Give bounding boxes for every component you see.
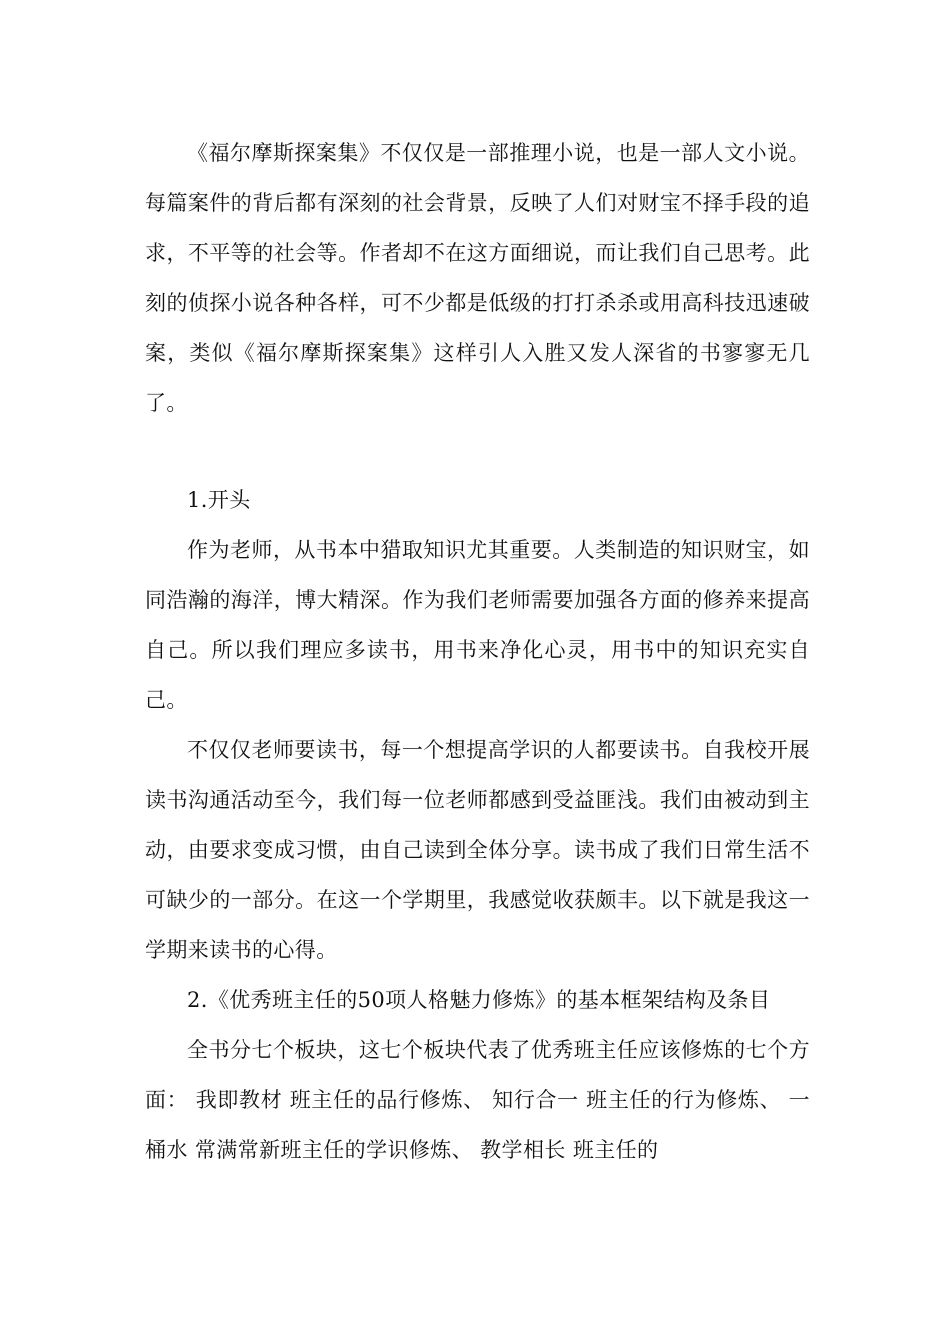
section-heading-1: 1.开头 xyxy=(187,488,251,512)
section-heading-2: 2.《优秀班主任的50项人格魅力修炼》的基本框架结构及条目 xyxy=(187,988,771,1012)
paragraph: 《福尔摩斯探案集》不仅仅是一部推理小说，也是一部人文小说。每篇案件的背后都有深刻的社会背景，反映了人们对财宝不择手段的追求，不平等的社会等。作者却不在这方面细说，而让我们自己思考。此刻的侦探小说各种各样，可不少都是低级的打打杀杀或用高科技迅速破案，类似《福尔摩斯探案集》这样引人入胜又发人深省的书寥寥无几了。 xyxy=(145,141,810,415)
paragraph: 作为老师，从书本中猎取知识尤其重要。人类制造的知识财宝，如同浩瀚的海洋，博大精深。作为我们老师需要加强各方面的修养来提高自己。所以我们理应多读书，用书来净化心灵，用书中的知识充实自己。 xyxy=(145,538,810,712)
paragraph: 全书分七个板块，这七个板块代表了优秀班主任应该修炼的七个方面： 我即教材 班主任的品行修炼、 知行合一 班主任的行为修炼、 一桶水 常满常新班主任的学识修炼、 教学相长 班主任的 xyxy=(145,1038,810,1162)
text-block-main xyxy=(145,475,810,1175)
paragraph: 不仅仅老师要读书，每一个想提高学识的人都要读书。自我校开展读书沟通活动至今，我们每一位老师都感到受益匪浅。我们由被动到主动，由要求变成习惯，由自己读到全体分享。读书成了我们日常生活不可缺少的一部分。在这一个学期里，我感觉收获颇丰。以下就是我这一学期来读书的心得。 xyxy=(145,738,810,962)
text-block-top xyxy=(145,128,810,428)
